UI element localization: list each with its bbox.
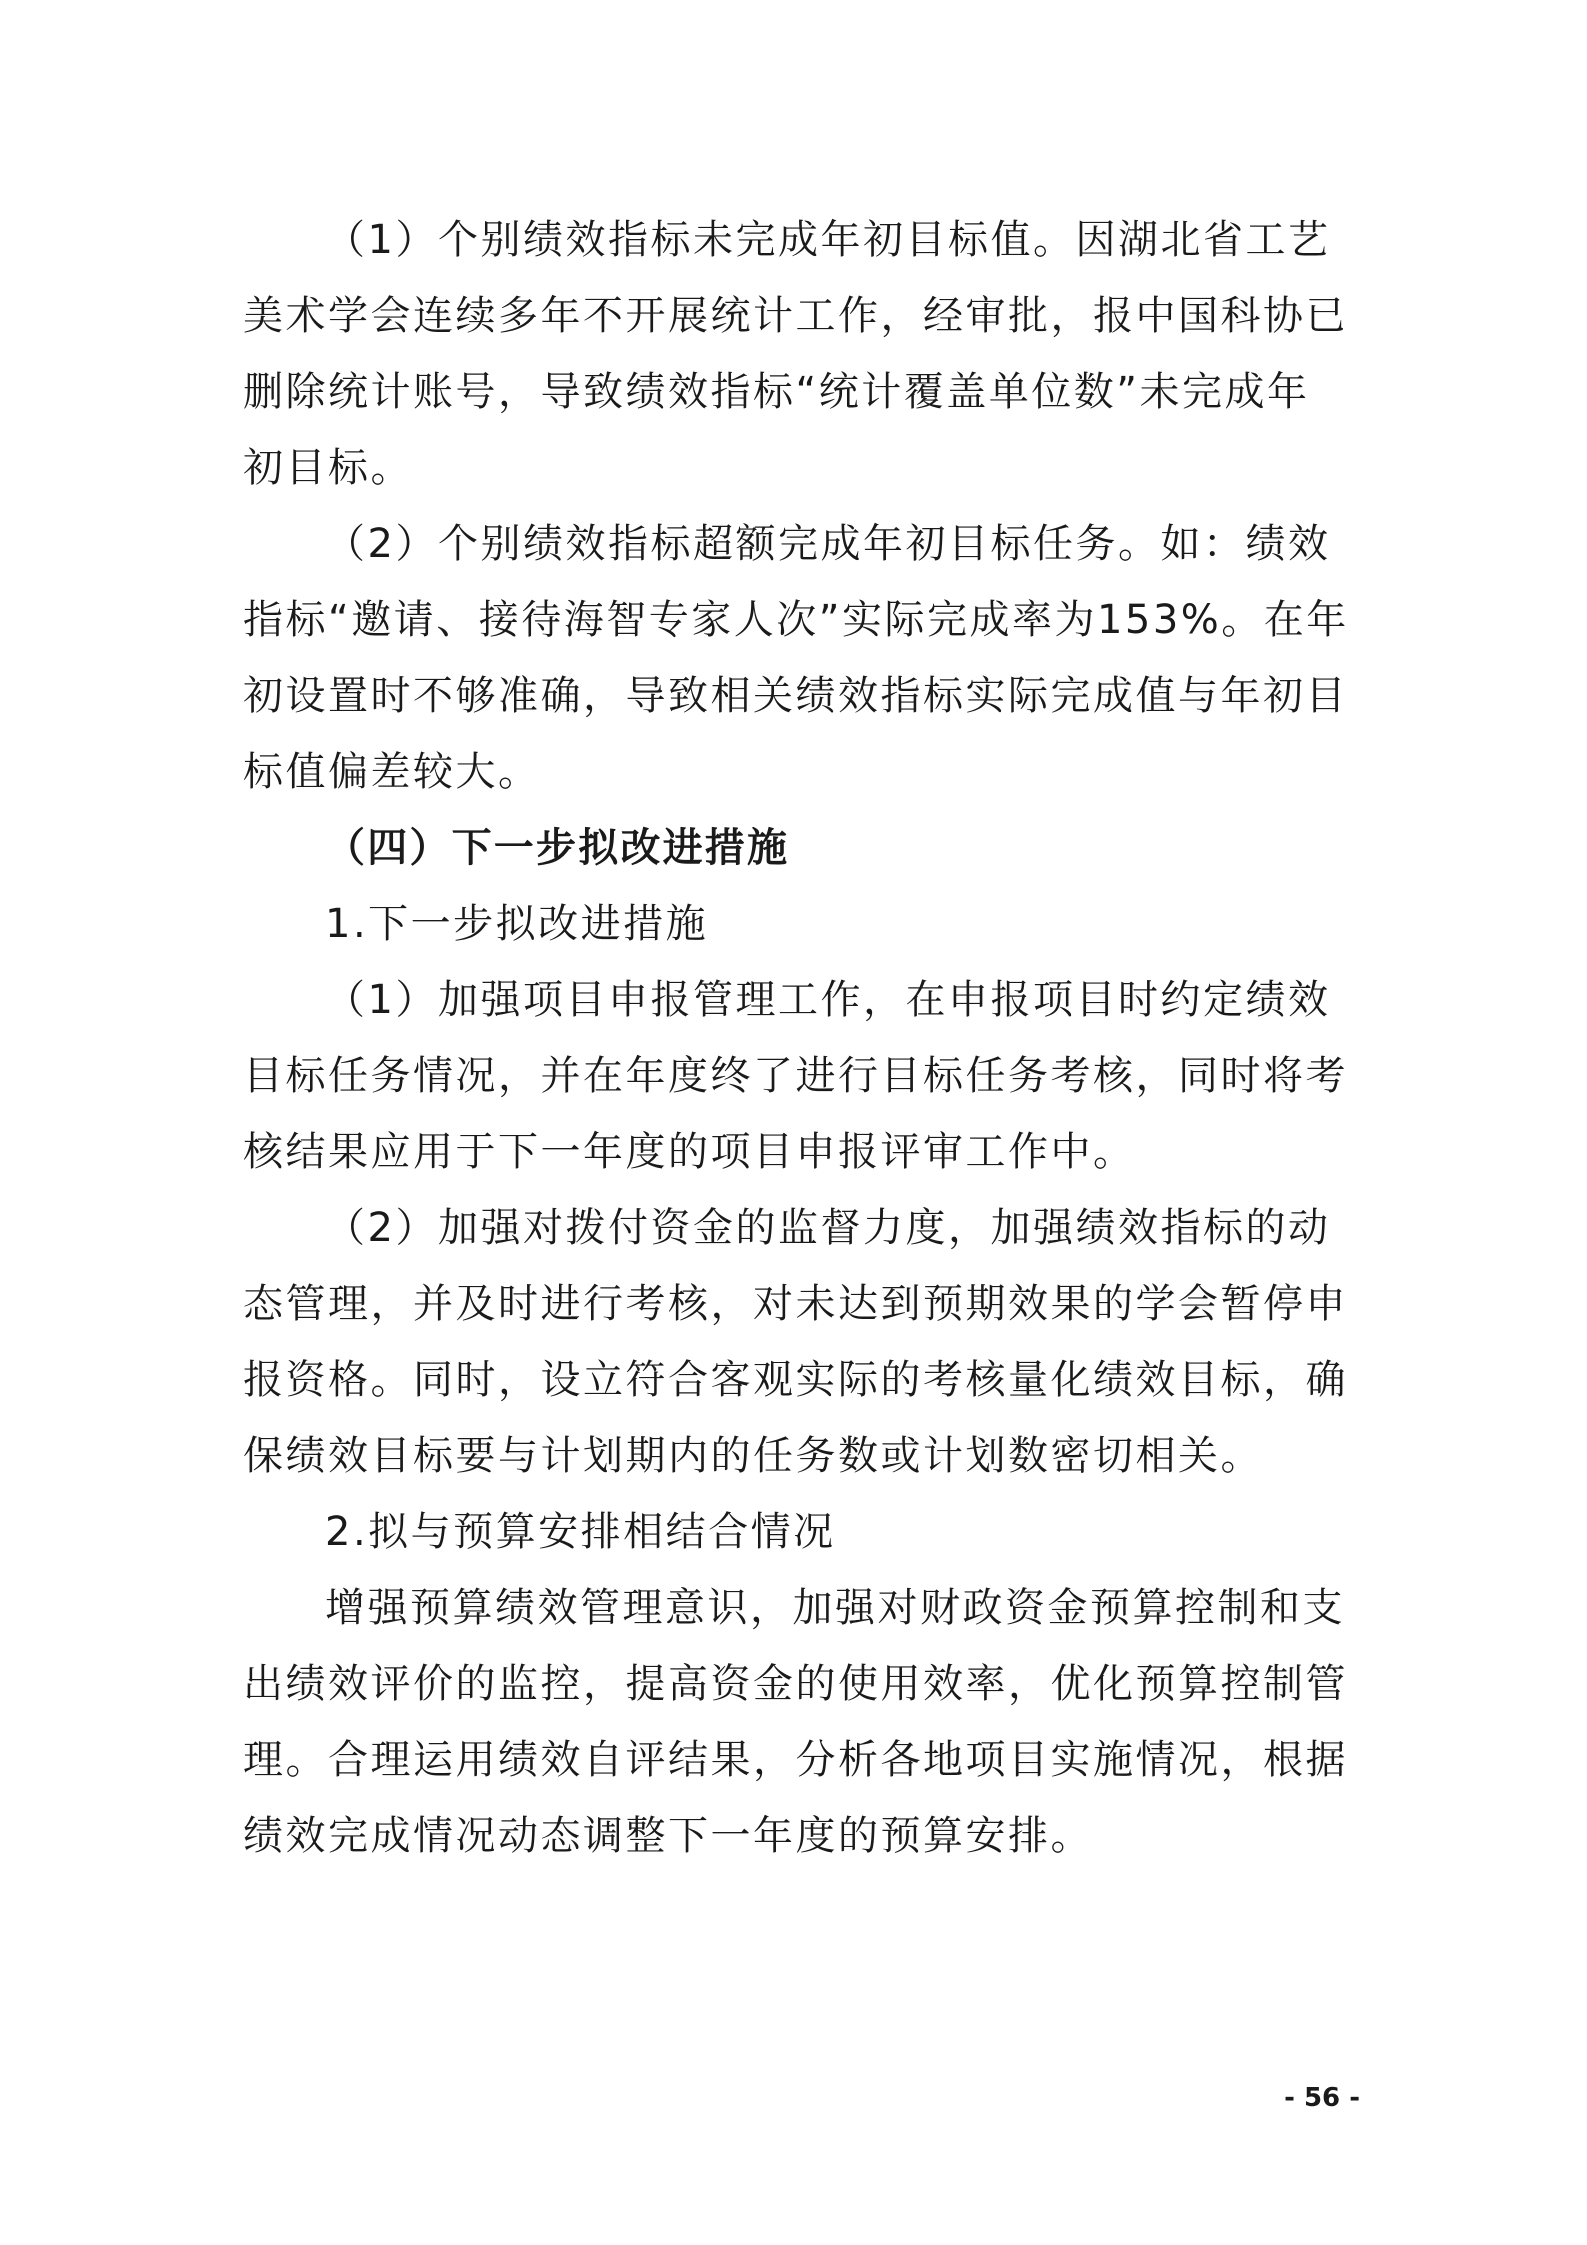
page-number: - 56 - (1284, 2083, 1360, 2113)
paragraph-4-line-4: 保绩效目标要与计划期内的任务数或计划数密切相关。 (243, 1433, 1263, 1479)
paragraph-5-line-4: 绩效完成情况动态调整下一年度的预算安排。 (243, 1813, 1093, 1859)
paragraph-3-line-2: 目标任务情况，并在年度终了进行目标任务考核，同时将考 (243, 1053, 1348, 1099)
paragraph-2-line-4: 标值偏差较大。 (243, 749, 541, 795)
paragraph-5-line-2: 出绩效评价的监控，提高资金的使用效率，优化预算控制管 (243, 1661, 1348, 1707)
subsection-heading-2: 2.拟与预算安排相结合情况 (325, 1509, 836, 1555)
paragraph-4-line-1: （2）加强对拨付资金的监督力度，加强绩效指标的动 (325, 1205, 1331, 1251)
paragraph-4-line-2: 态管理，并及时进行考核，对未达到预期效果的学会暂停申 (243, 1281, 1348, 1327)
section-heading: （四）下一步拟改进措施 (325, 825, 790, 871)
paragraph-1-line-2: 美术学会连续多年不开展统计工作，经审批，报中国科协已 (243, 293, 1348, 339)
paragraph-3-line-1: （1）加强项目申报管理工作，在申报项目时约定绩效 (325, 977, 1331, 1023)
paragraph-5-line-3: 理。合理运用绩效自评结果，分析各地项目实施情况，根据 (243, 1737, 1348, 1783)
paragraph-2-line-1: （2）个别绩效指标超额完成年初目标任务。如：绩效 (325, 521, 1331, 567)
paragraph-1-line-1: （1）个别绩效指标未完成年初目标值。因湖北省工艺 (325, 217, 1331, 263)
paragraph-1-line-3: 删除统计账号，导致绩效指标“统计覆盖单位数”未完成年 (243, 369, 1310, 415)
subsection-heading-1: 1.下一步拟改进措施 (325, 901, 709, 947)
paragraph-2-line-3: 初设置时不够准确，导致相关绩效指标实际完成值与年初目 (243, 673, 1348, 719)
paragraph-1-line-4: 初目标。 (243, 445, 413, 491)
paragraph-2-line-2: 指标“邀请、接待海智专家人次”实际完成率为153%。在年 (243, 597, 1349, 643)
paragraph-3-line-3: 核结果应用于下一年度的项目申报评审工作中。 (243, 1129, 1136, 1175)
paragraph-5-line-1: 增强预算绩效管理意识，加强对财政资金预算控制和支 (325, 1585, 1345, 1631)
paragraph-4-line-3: 报资格。同时，设立符合客观实际的考核量化绩效目标，确 (243, 1357, 1348, 1403)
